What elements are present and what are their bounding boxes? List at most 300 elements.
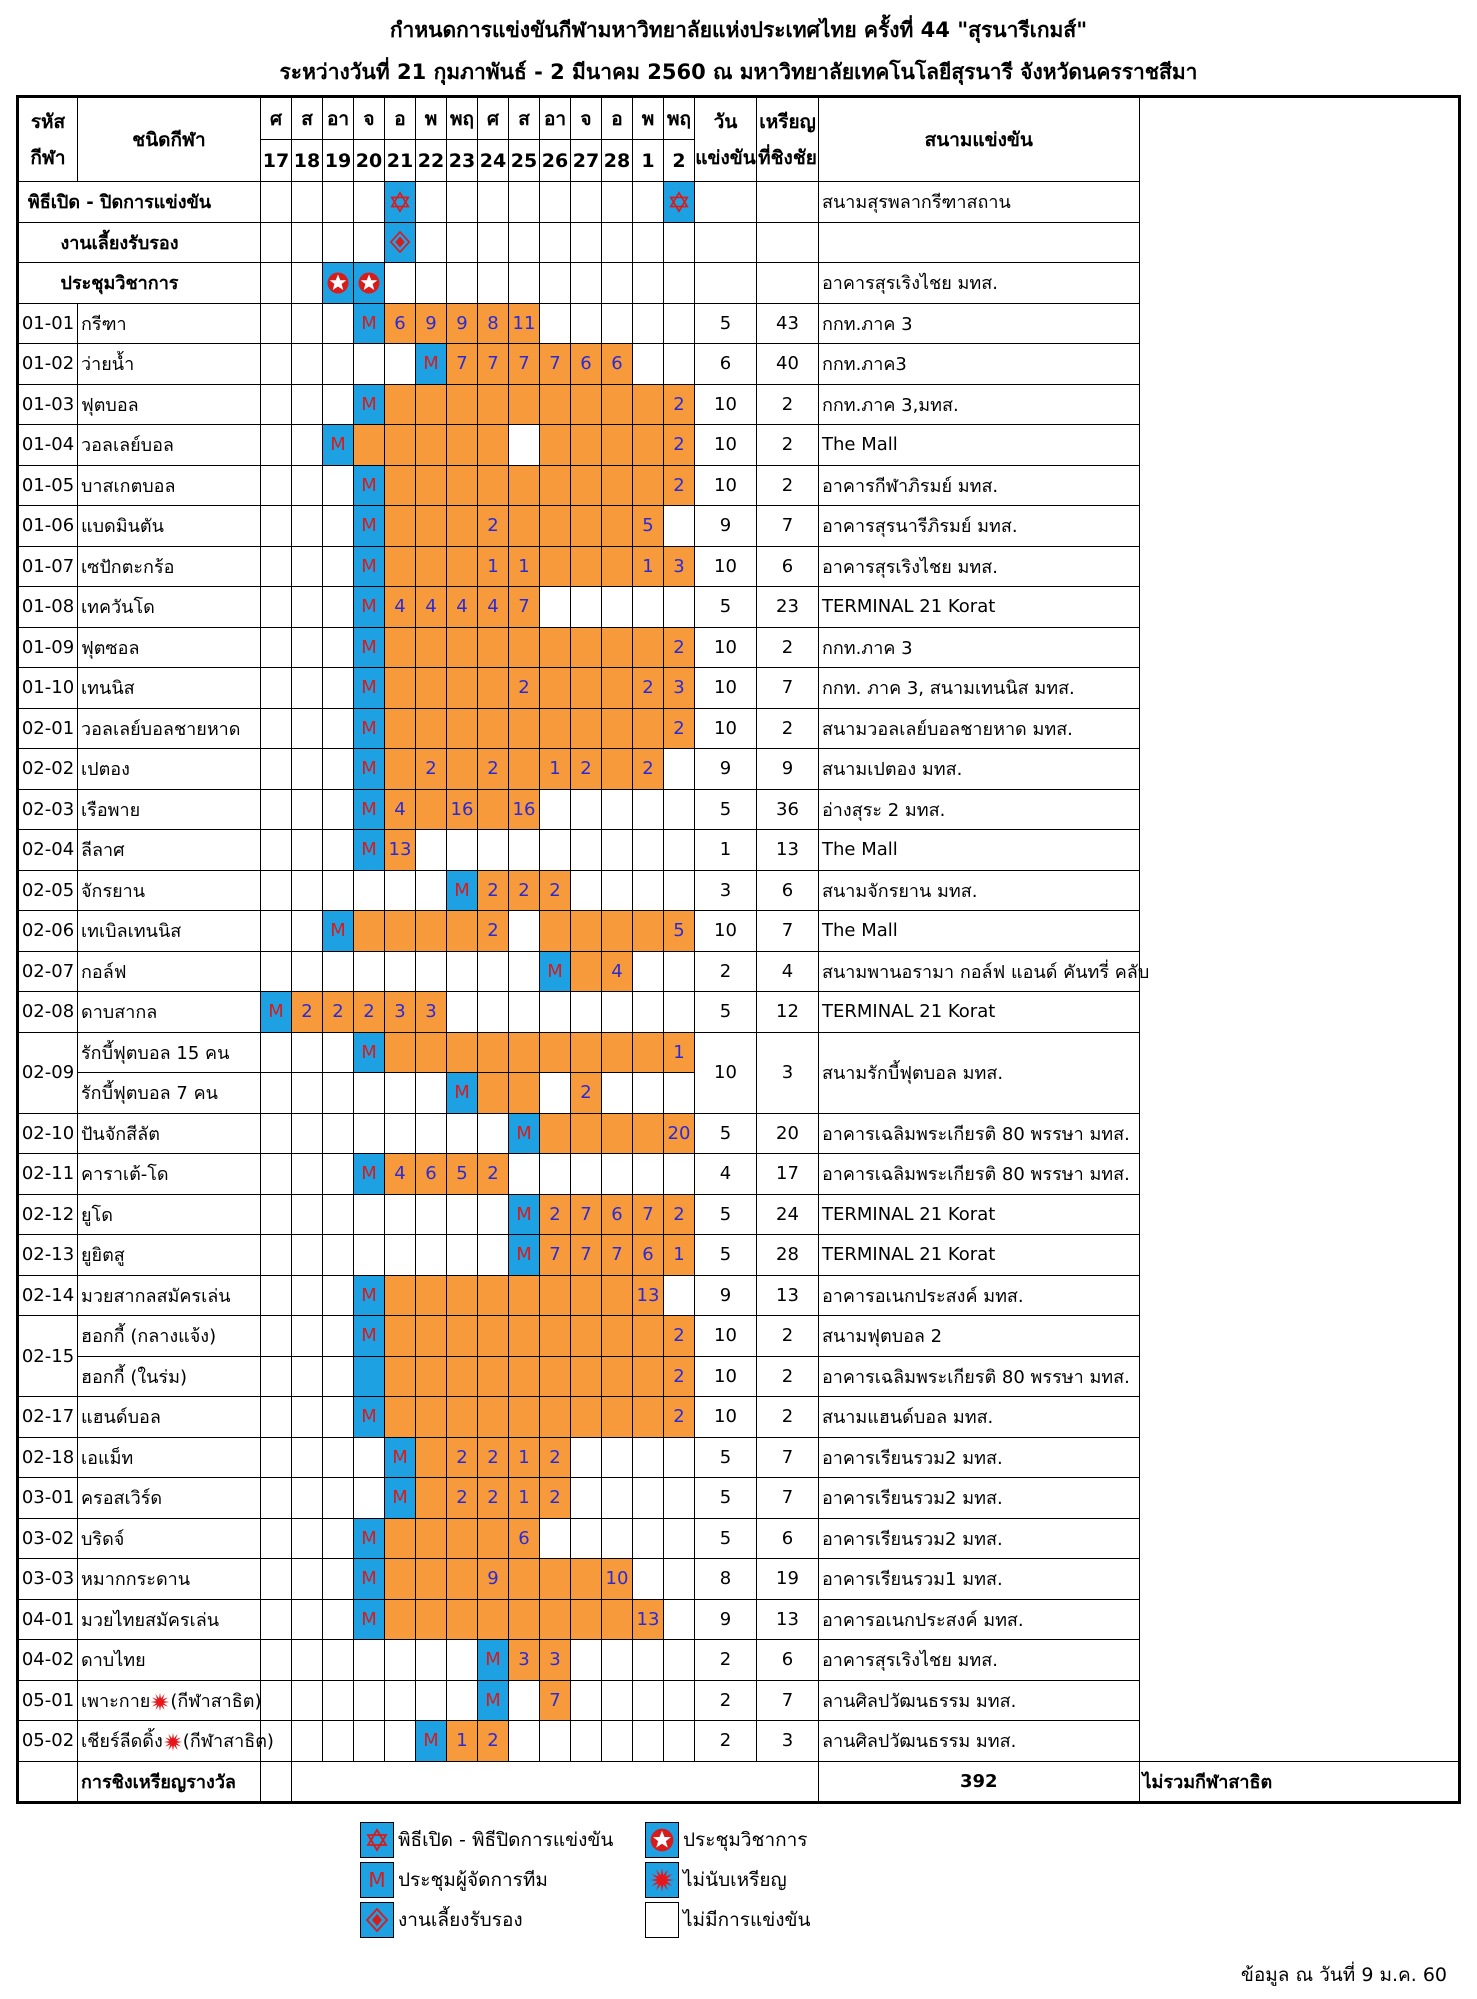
day-cell bbox=[571, 789, 602, 830]
day-cell bbox=[540, 1154, 571, 1195]
venue-cell: อาคารเฉลิมพระเกียรติ 80 พรรษา มทส. bbox=[819, 1113, 1140, 1154]
day-cell bbox=[571, 1640, 602, 1681]
day-cell bbox=[323, 587, 354, 628]
day-cell bbox=[292, 587, 323, 628]
day-cell bbox=[447, 465, 478, 506]
day-cell bbox=[323, 506, 354, 547]
sport-row bbox=[18, 668, 1460, 709]
medal-count-cell: 5 bbox=[447, 1154, 478, 1195]
day-cell bbox=[292, 1316, 323, 1357]
day-cell bbox=[292, 1275, 323, 1316]
medal-count-cell: 2 bbox=[447, 1478, 478, 1519]
header-weekday: พ bbox=[416, 97, 447, 140]
header-medals: เหรียญ ที่ชิงชัย bbox=[757, 97, 819, 182]
day-cell bbox=[416, 1599, 447, 1640]
day-cell bbox=[261, 1275, 292, 1316]
medal-count-cell: 7 bbox=[571, 1194, 602, 1235]
sport-code: 02-06 bbox=[18, 911, 78, 952]
day-cell bbox=[478, 263, 509, 304]
medal-count-cell: 3 bbox=[509, 1640, 540, 1681]
medal-count-cell: 1 bbox=[509, 1478, 540, 1519]
medals-cell: 43 bbox=[757, 303, 819, 344]
day-cell bbox=[602, 1275, 633, 1316]
sport-row bbox=[18, 587, 1460, 628]
days-cell: 9 bbox=[695, 749, 757, 790]
sport-row bbox=[18, 749, 1460, 790]
medal-count-cell: 8 bbox=[478, 303, 509, 344]
day-cell bbox=[261, 951, 292, 992]
day-cell bbox=[633, 1073, 664, 1114]
day-cell bbox=[602, 506, 633, 547]
medal-count-cell: 2 bbox=[664, 1356, 695, 1397]
medals-cell: 13 bbox=[757, 1275, 819, 1316]
legend-ceremony bbox=[360, 1820, 613, 1859]
day-cell bbox=[416, 1235, 447, 1276]
day-cell bbox=[602, 627, 633, 668]
day-cell bbox=[602, 708, 633, 749]
day-cell bbox=[540, 1559, 571, 1600]
day-cell bbox=[416, 182, 447, 223]
day-cell bbox=[416, 1518, 447, 1559]
medals-cell: 2 bbox=[757, 384, 819, 425]
day-cell bbox=[385, 1032, 416, 1073]
total-row bbox=[18, 1761, 1460, 1803]
day-cell bbox=[602, 749, 633, 790]
day-cell bbox=[354, 911, 385, 952]
sport-code: 05-02 bbox=[18, 1721, 78, 1762]
day-cell bbox=[478, 1356, 509, 1397]
day-cell bbox=[385, 627, 416, 668]
day-cell bbox=[385, 1194, 416, 1235]
day-cell bbox=[478, 830, 509, 871]
day-cell bbox=[602, 1397, 633, 1438]
day-cell bbox=[323, 1640, 354, 1681]
special-row-label: พิธีเปิด - ปิดการแข่งขัน bbox=[18, 182, 261, 223]
total-note: ไม่รวมกีฬาสาธิต bbox=[1139, 1761, 1460, 1803]
day-cell bbox=[540, 627, 571, 668]
day-cell bbox=[571, 546, 602, 587]
legend-no-medal bbox=[645, 1860, 787, 1899]
day-cell bbox=[261, 222, 292, 263]
total-medals: 392 bbox=[819, 1761, 1140, 1803]
days-cell bbox=[695, 182, 757, 223]
sport-code: 03-01 bbox=[18, 1478, 78, 1519]
day-cell bbox=[292, 870, 323, 911]
header-weekday: พ bbox=[633, 97, 664, 140]
manager-meeting-cell: M bbox=[323, 911, 354, 952]
medal-count-cell: 2 bbox=[416, 749, 447, 790]
venue-cell: The Mall bbox=[819, 911, 1140, 952]
day-cell bbox=[261, 708, 292, 749]
sport-row bbox=[18, 830, 1460, 871]
venue-cell bbox=[819, 222, 1140, 263]
day-cell bbox=[509, 182, 540, 223]
day-cell bbox=[447, 911, 478, 952]
day-cell bbox=[416, 1397, 447, 1438]
legend-academic-label: ประชุมวิชาการ bbox=[683, 1828, 808, 1851]
medal-count-cell: 2 bbox=[447, 1437, 478, 1478]
medal-count-cell: 9 bbox=[416, 303, 447, 344]
day-cell bbox=[664, 951, 695, 992]
venue-cell: TERMINAL 21 Korat bbox=[819, 1194, 1140, 1235]
ceremony-star-icon bbox=[664, 182, 695, 223]
day-cell bbox=[633, 1032, 664, 1073]
day-cell bbox=[509, 263, 540, 304]
header-date: 27 bbox=[571, 140, 602, 182]
manager-meeting-cell: M bbox=[478, 1680, 509, 1721]
legend-manager bbox=[360, 1860, 548, 1899]
day-cell bbox=[323, 749, 354, 790]
day-cell bbox=[385, 263, 416, 304]
day-cell bbox=[323, 384, 354, 425]
day-cell bbox=[385, 1235, 416, 1276]
day-cell bbox=[385, 1356, 416, 1397]
venue-cell: ลานศิลปวัฒนธรรม มทส. bbox=[819, 1680, 1140, 1721]
day-cell bbox=[323, 182, 354, 223]
manager-meeting-cell: M bbox=[354, 627, 385, 668]
day-cell bbox=[416, 1640, 447, 1681]
day-cell bbox=[664, 344, 695, 385]
manager-meeting-cell: M bbox=[354, 1032, 385, 1073]
day-cell bbox=[323, 668, 354, 709]
day-cell bbox=[602, 1073, 633, 1114]
header-date: 24 bbox=[478, 140, 509, 182]
academic-star-icon bbox=[323, 263, 354, 304]
day-cell bbox=[571, 384, 602, 425]
sport-name: ครอสเวิร์ด bbox=[78, 1478, 261, 1519]
medal-count-cell: 5 bbox=[633, 506, 664, 547]
medal-count-cell: 4 bbox=[416, 587, 447, 628]
day-cell bbox=[664, 263, 695, 304]
day-cell bbox=[633, 465, 664, 506]
day-cell bbox=[509, 830, 540, 871]
day-cell bbox=[323, 546, 354, 587]
sport-name: ลีลาศ bbox=[78, 830, 261, 871]
special-row-label: งานเลี้ยงรับรอง bbox=[18, 222, 261, 263]
day-cell bbox=[540, 911, 571, 952]
day-cell bbox=[571, 1478, 602, 1519]
day-cell bbox=[633, 830, 664, 871]
day-cell bbox=[509, 1721, 540, 1762]
medal-count-cell: 7 bbox=[478, 344, 509, 385]
day-cell bbox=[447, 1518, 478, 1559]
days-cell: 2 bbox=[695, 1721, 757, 1762]
sport-name: คาราเต้-โด bbox=[78, 1154, 261, 1195]
day-cell bbox=[261, 1073, 292, 1114]
day-cell bbox=[447, 1356, 478, 1397]
medal-count-cell: 2 bbox=[292, 992, 323, 1033]
day-cell bbox=[571, 708, 602, 749]
medal-count-cell: 1 bbox=[664, 1235, 695, 1276]
day-cell bbox=[416, 1680, 447, 1721]
manager-meeting-cell: M bbox=[354, 1316, 385, 1357]
day-cell bbox=[416, 425, 447, 466]
sport-name: วอลเลย์บอล bbox=[78, 425, 261, 466]
days-cell bbox=[695, 263, 757, 304]
day-cell bbox=[633, 587, 664, 628]
medal-count-cell: 2 bbox=[633, 668, 664, 709]
day-cell bbox=[509, 1599, 540, 1640]
sport-row bbox=[18, 1559, 1460, 1600]
day-cell bbox=[664, 587, 695, 628]
medals-cell: 20 bbox=[757, 1113, 819, 1154]
medals-cell bbox=[757, 182, 819, 223]
day-cell bbox=[416, 263, 447, 304]
medal-count-cell: 7 bbox=[633, 1194, 664, 1235]
day-cell bbox=[509, 384, 540, 425]
manager-meeting-cell: M bbox=[354, 506, 385, 547]
venue-cell: TERMINAL 21 Korat bbox=[819, 1235, 1140, 1276]
day-cell bbox=[664, 1478, 695, 1519]
sport-row bbox=[18, 1437, 1460, 1478]
medal-count-cell: 3 bbox=[664, 668, 695, 709]
day-cell bbox=[385, 1518, 416, 1559]
medal-count-cell: 7 bbox=[509, 587, 540, 628]
medal-count-cell: 2 bbox=[478, 1154, 509, 1195]
day-cell bbox=[323, 344, 354, 385]
sport-row bbox=[18, 1316, 1460, 1357]
sport-name: เชียร์ลีดดิ้ง (กีฬาสาธิต) bbox=[78, 1721, 261, 1762]
medals-cell: 7 bbox=[757, 1437, 819, 1478]
medal-count-cell: 4 bbox=[385, 789, 416, 830]
day-cell bbox=[323, 1599, 354, 1640]
day-cell bbox=[447, 1640, 478, 1681]
day-cell bbox=[447, 425, 478, 466]
sport-name: จักรยาน bbox=[78, 870, 261, 911]
header-date: 17 bbox=[261, 140, 292, 182]
day-cell bbox=[509, 465, 540, 506]
day-cell bbox=[509, 627, 540, 668]
sport-code: 02-03 bbox=[18, 789, 78, 830]
sport-code: 02-18 bbox=[18, 1437, 78, 1478]
day-cell bbox=[664, 1073, 695, 1114]
day-cell bbox=[385, 1397, 416, 1438]
day-cell bbox=[292, 1680, 323, 1721]
sport-row bbox=[18, 506, 1460, 547]
day-cell bbox=[602, 222, 633, 263]
day-cell bbox=[354, 222, 385, 263]
day-cell bbox=[416, 1559, 447, 1600]
sport-row bbox=[18, 1397, 1460, 1438]
day-cell bbox=[292, 1599, 323, 1640]
sport-name: ยูยิตสู bbox=[78, 1235, 261, 1276]
day-cell bbox=[323, 1559, 354, 1600]
days-cell: 3 bbox=[695, 870, 757, 911]
day-cell bbox=[354, 1680, 385, 1721]
medal-count-cell: 7 bbox=[540, 344, 571, 385]
day-cell bbox=[261, 789, 292, 830]
manager-meeting-cell: M bbox=[354, 830, 385, 871]
medals-cell: 6 bbox=[757, 870, 819, 911]
academic-star-icon bbox=[645, 1822, 679, 1858]
day-cell bbox=[447, 1032, 478, 1073]
days-cell: 10 bbox=[695, 668, 757, 709]
sport-row bbox=[18, 1194, 1460, 1235]
day-cell bbox=[447, 182, 478, 223]
day-cell bbox=[385, 708, 416, 749]
day-cell bbox=[447, 1235, 478, 1276]
total-spacer bbox=[261, 1761, 292, 1803]
sport-name: เทควันโด bbox=[78, 587, 261, 628]
day-cell bbox=[478, 668, 509, 709]
day-cell bbox=[602, 1518, 633, 1559]
header-weekday: อ bbox=[602, 97, 633, 140]
day-cell bbox=[540, 384, 571, 425]
day-cell bbox=[478, 182, 509, 223]
ceremony-star-icon bbox=[360, 1822, 394, 1858]
day-cell bbox=[509, 992, 540, 1033]
day-cell bbox=[261, 587, 292, 628]
medal-count-cell: 2 bbox=[478, 1721, 509, 1762]
days-cell: 10 bbox=[695, 384, 757, 425]
day-cell bbox=[509, 911, 540, 952]
day-cell bbox=[571, 182, 602, 223]
day-cell bbox=[385, 546, 416, 587]
day-cell bbox=[540, 506, 571, 547]
sport-row bbox=[18, 627, 1460, 668]
sport-code: 05-01 bbox=[18, 1680, 78, 1721]
day-cell bbox=[633, 1316, 664, 1357]
day-cell bbox=[323, 1154, 354, 1195]
day-cell bbox=[633, 1680, 664, 1721]
day-cell bbox=[447, 1113, 478, 1154]
day-cell bbox=[633, 992, 664, 1033]
medal-count-cell: 2 bbox=[664, 384, 695, 425]
venue-cell: อ่างสุระ 2 มทส. bbox=[819, 789, 1140, 830]
day-cell bbox=[447, 951, 478, 992]
sport-row bbox=[18, 1518, 1460, 1559]
day-cell bbox=[323, 1073, 354, 1114]
manager-meeting-cell: M bbox=[354, 749, 385, 790]
header-weekday: จ bbox=[354, 97, 385, 140]
sport-name: รักบี้ฟุตบอล 7 คน bbox=[78, 1073, 261, 1114]
day-cell bbox=[292, 1518, 323, 1559]
sport-name: เอแม็ท bbox=[78, 1437, 261, 1478]
venue-cell: สนามวอลเลย์บอลชายหาด มทส. bbox=[819, 708, 1140, 749]
manager-meeting-cell: M bbox=[354, 708, 385, 749]
medal-count-cell: 7 bbox=[540, 1235, 571, 1276]
venue-cell: The Mall bbox=[819, 830, 1140, 871]
sport-name: ว่ายน้ำ bbox=[78, 344, 261, 385]
day-cell bbox=[540, 1721, 571, 1762]
day-cell bbox=[478, 1073, 509, 1114]
sport-row bbox=[18, 1113, 1460, 1154]
day-cell bbox=[354, 344, 385, 385]
day-cell bbox=[354, 951, 385, 992]
manager-meeting-cell: M bbox=[509, 1235, 540, 1276]
manager-meeting-cell: M bbox=[354, 546, 385, 587]
day-cell bbox=[261, 1356, 292, 1397]
sport-row bbox=[18, 1680, 1460, 1721]
sport-code: 02-09 bbox=[18, 1032, 78, 1113]
header-date: 22 bbox=[416, 140, 447, 182]
days-cell: 5 bbox=[695, 1113, 757, 1154]
day-cell bbox=[261, 1599, 292, 1640]
medal-count-cell: 7 bbox=[571, 1235, 602, 1276]
day-cell bbox=[261, 1518, 292, 1559]
medal-count-cell: 4 bbox=[602, 951, 633, 992]
day-cell bbox=[323, 1518, 354, 1559]
day-cell bbox=[447, 627, 478, 668]
sport-row bbox=[18, 789, 1460, 830]
day-cell bbox=[385, 465, 416, 506]
day-cell bbox=[261, 1032, 292, 1073]
day-cell bbox=[478, 384, 509, 425]
day-cell bbox=[292, 1032, 323, 1073]
day-cell bbox=[416, 1356, 447, 1397]
days-cell: 9 bbox=[695, 1275, 757, 1316]
footnote: ข้อมูล ณ วันที่ 9 ม.ค. 60 bbox=[1240, 1964, 1447, 1986]
header-date: 21 bbox=[385, 140, 416, 182]
day-cell bbox=[602, 911, 633, 952]
day-cell bbox=[261, 1235, 292, 1276]
manager-meeting-cell: M bbox=[323, 425, 354, 466]
manager-meeting-cell: M bbox=[447, 870, 478, 911]
days-cell: 9 bbox=[695, 506, 757, 547]
medal-count-cell: 16 bbox=[447, 789, 478, 830]
venue-cell: อาคารเรียนรวม2 มทส. bbox=[819, 1478, 1140, 1519]
day-cell bbox=[633, 951, 664, 992]
day-cell bbox=[292, 1437, 323, 1478]
day-cell bbox=[447, 668, 478, 709]
day-cell bbox=[292, 1113, 323, 1154]
day-cell bbox=[416, 951, 447, 992]
day-cell bbox=[602, 1032, 633, 1073]
sport-name: ยูโด bbox=[78, 1194, 261, 1235]
academic-star-icon bbox=[354, 263, 385, 304]
day-cell bbox=[478, 222, 509, 263]
day-cell bbox=[664, 1721, 695, 1762]
day-cell bbox=[292, 1194, 323, 1235]
medal-count-cell: 16 bbox=[509, 789, 540, 830]
day-cell bbox=[478, 465, 509, 506]
day-cell bbox=[664, 870, 695, 911]
day-cell bbox=[261, 384, 292, 425]
header-date: 25 bbox=[509, 140, 540, 182]
manager-meeting-cell: M bbox=[509, 1194, 540, 1235]
sport-row bbox=[18, 1235, 1460, 1276]
day-cell bbox=[261, 1113, 292, 1154]
medal-count-cell: 2 bbox=[571, 749, 602, 790]
day-cell bbox=[323, 1721, 354, 1762]
day-cell bbox=[261, 870, 292, 911]
manager-meeting-cell: M bbox=[354, 1154, 385, 1195]
medal-count-cell: 9 bbox=[478, 1559, 509, 1600]
medals-cell: 2 bbox=[757, 465, 819, 506]
day-cell bbox=[385, 1559, 416, 1600]
medals-cell: 6 bbox=[757, 1518, 819, 1559]
header-weekday: อา bbox=[540, 97, 571, 140]
manager-meeting-cell: M bbox=[385, 1437, 416, 1478]
sport-row bbox=[18, 1154, 1460, 1195]
day-cell bbox=[447, 1316, 478, 1357]
manager-meeting-cell: M bbox=[354, 1397, 385, 1438]
day-cell bbox=[509, 708, 540, 749]
day-cell bbox=[416, 1437, 447, 1478]
header-weekday: อา bbox=[323, 97, 354, 140]
day-cell bbox=[292, 1478, 323, 1519]
venue-cell: อาคารอเนกประสงค์ มทส. bbox=[819, 1599, 1140, 1640]
legend-reception bbox=[360, 1900, 523, 1939]
sport-code: 02-07 bbox=[18, 951, 78, 992]
total-empty bbox=[18, 1761, 78, 1803]
day-cell bbox=[261, 668, 292, 709]
venue-cell: อาคารเรียนรวม2 มทส. bbox=[819, 1437, 1140, 1478]
day-cell bbox=[354, 1356, 385, 1397]
day-cell bbox=[571, 830, 602, 871]
day-cell bbox=[385, 1316, 416, 1357]
days-cell: 5 bbox=[695, 1478, 757, 1519]
